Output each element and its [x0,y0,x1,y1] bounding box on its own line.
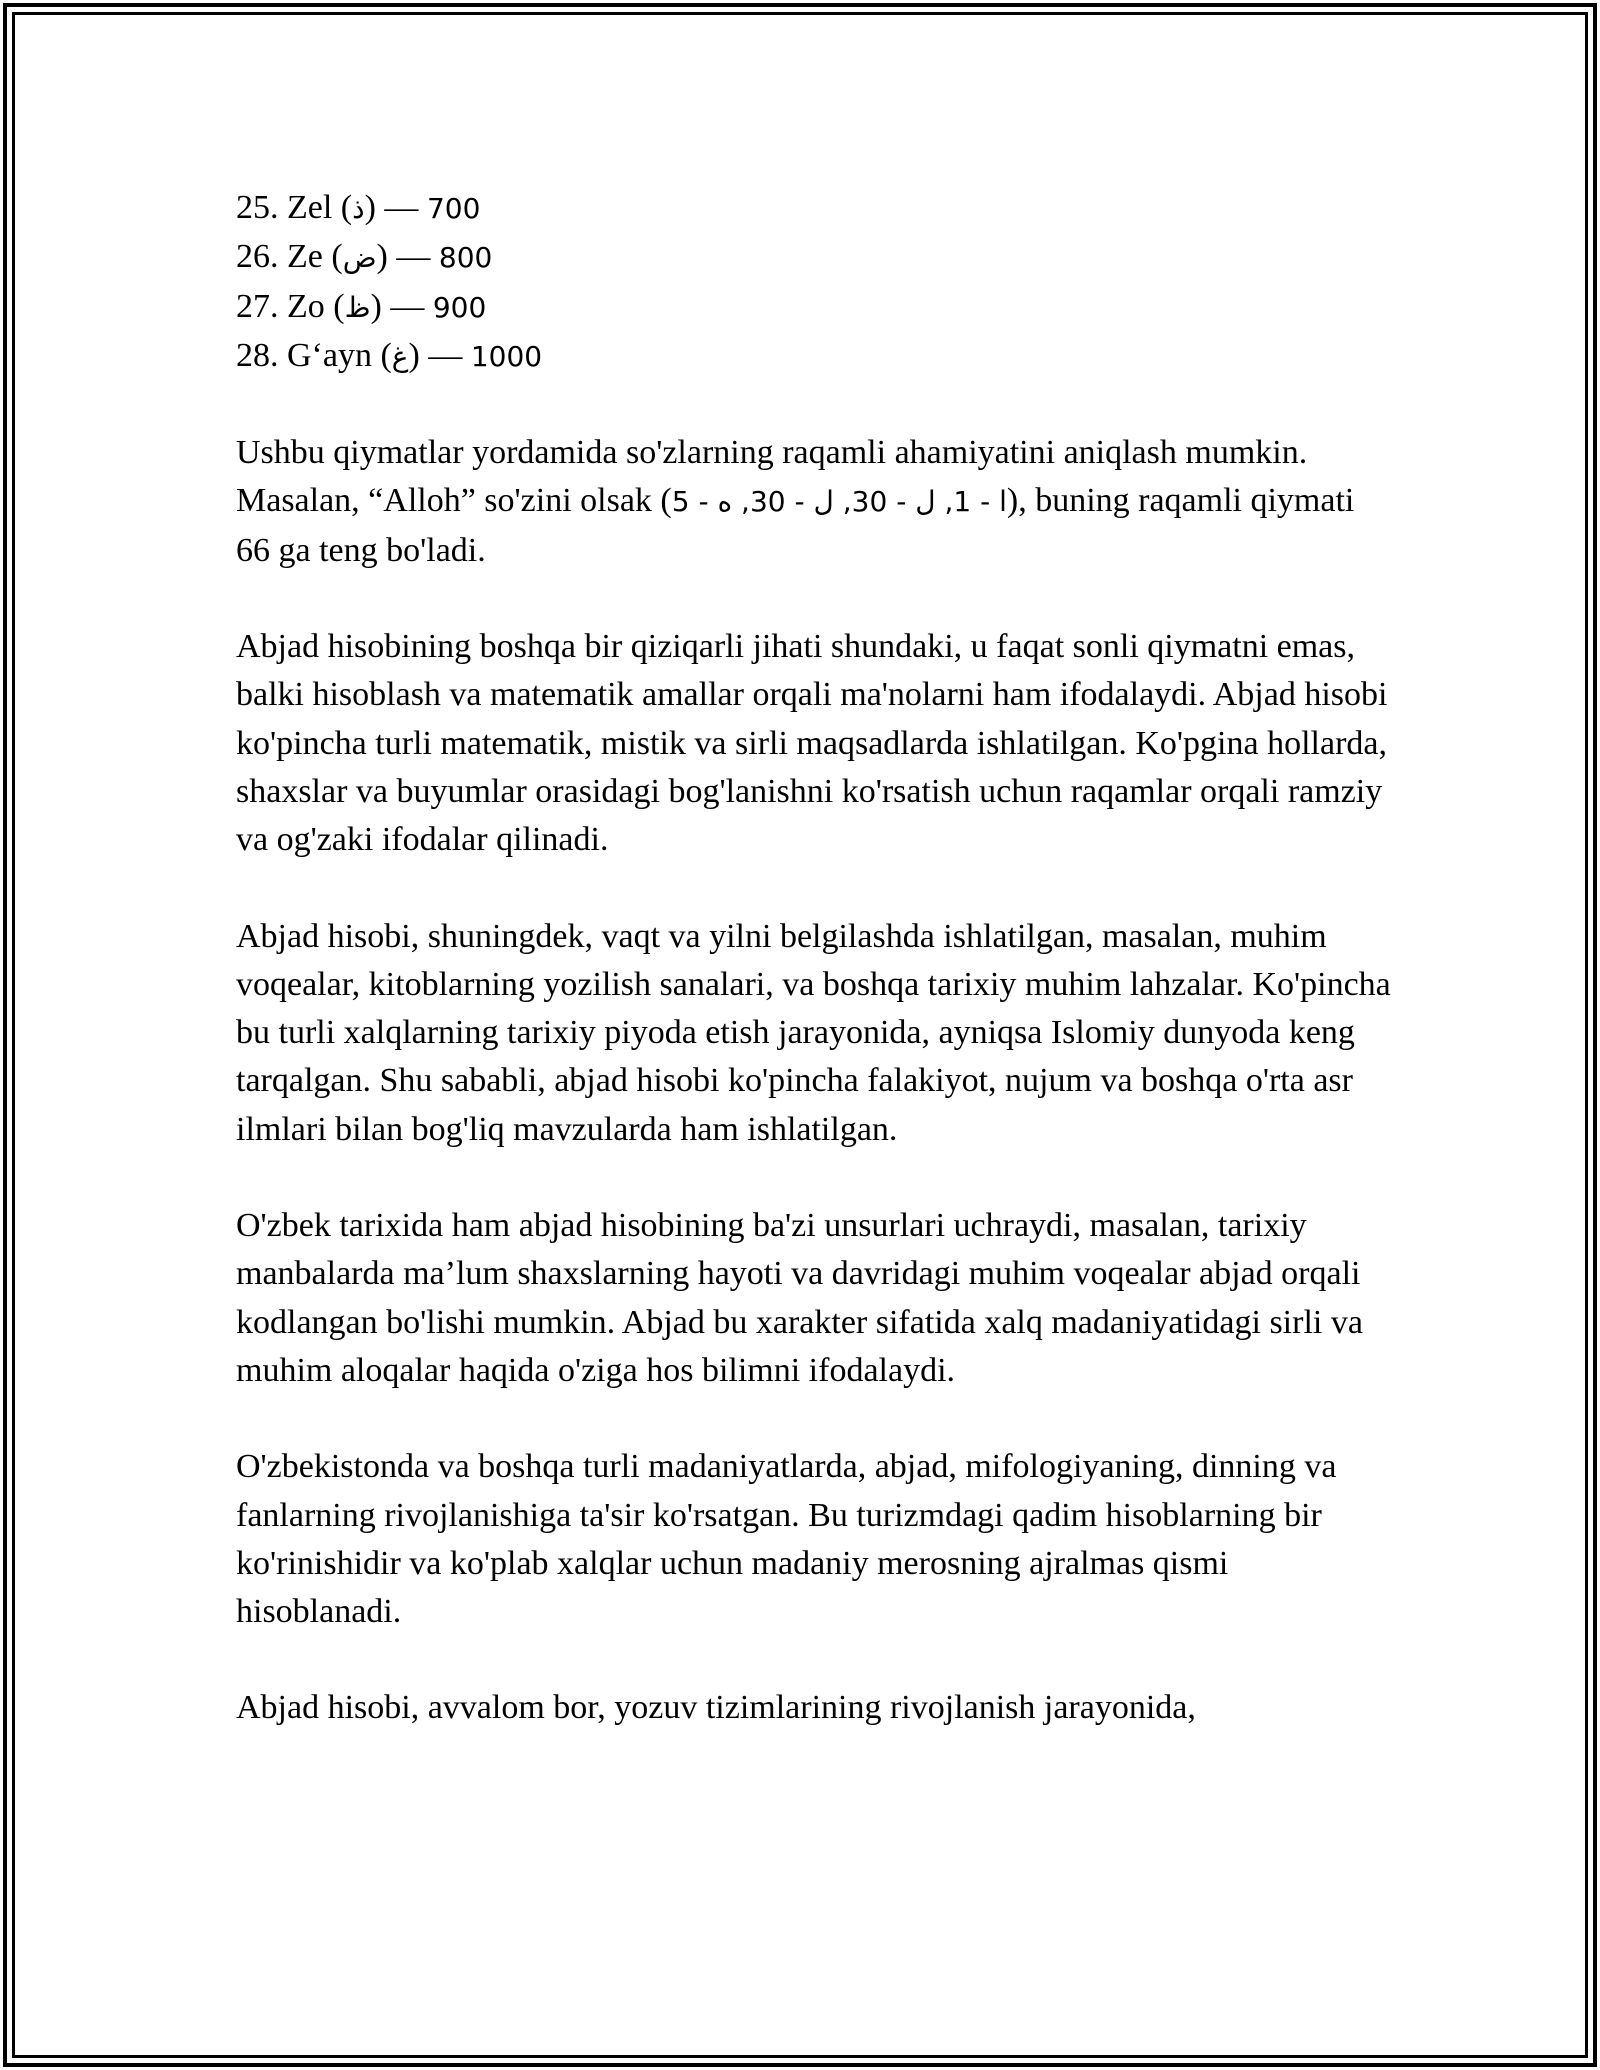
list-item-dash: ) — [408,336,471,374]
list-item-value: 900 [432,290,487,324]
list-item [236,184,1396,233]
list-item-dash: ) — [376,238,439,276]
list-item [236,233,1396,282]
arabic-letter: ض [342,241,377,275]
list-item-label: 26. Ze ( [236,238,343,276]
list-item [236,283,1396,332]
paragraph-uzbek-history: O'zbek tarixida ham abjad hisobining ba'zi unsurlari uchraydi, masalan, tarixiy manbalarda ma’lum shaxslarning hayoti va davridagi muhim voqealar abjad orqali kodlangan bo'lishi mumkin. Abjad bu xarakter sifatida xalq madaniyatidagi sirli va muhim aloqalar haqida o'ziga hos bilimni ifodalaydi. [236,1207,1363,1389]
arabic-letter: ذ [352,192,365,225]
paragraph-abjad-meaning: Abjad hisobining boshqa bir qiziqarli jihati shundaki, u faqat sonli qiymatni emas, balki hisoblash va matematik amallar orqali ma'nolarni ham ifodalaydi. Abjad hisobi ko'pincha turli matematik, mistik va sirli maqsadlarda ishlatilgan. Ko'pgina hollarda, shaxslar va buyumlar orasidagi bog'lanishni ko'rsatish uchun raqamlar orqali ramziy va og'zaki ifodalar qilinadi. [236,628,1388,859]
document-body [236,184,1396,1733]
list-item [236,332,1396,381]
list-item-value: 800 [438,241,493,275]
paragraph-cultural-heritage: O'zbekistonda va boshqa turli madaniyatlarda, abjad, mifologiyaning, dinning va fanlarning rivojlanishiga ta'sir ko'rsatgan. Bu turizmdagi qadim hisoblarning bir ko'rinishidir va ko'plab xalqlar uchun madaniy merosning ajralmas qismi hisoblanadi. [236,1448,1337,1631]
paragraph-text: ), buning raqamli qiymati 66 ga teng bo'ladi. [236,482,1355,569]
paragraph-alloh-example [236,429,1396,575]
list-item-label: 27. Zo ( [236,287,345,325]
arabic-letter: ظ [344,290,371,324]
paragraph-text: Ushbu qiymatlar yordamida so'zlarning raqamli ahamiyatini aniqlash mumkin. Masalan, “Alloh” so'zini olsak ( [236,434,1308,520]
list-item-dash: ) — [370,287,433,325]
list-item-dash: ) — [364,189,427,226]
paragraph-abjad-dates: Abjad hisobi, shuningdek, vaqt va yilni belgilashda ishlatilgan, masalan, muhim voqealar, kitoblarning yozilish sanalari, va boshqa tarixiy muhim lahzalar. Ko'pincha bu turli xalqlarning tarixiy piyoda etish jarayonida, ayniqsa Islomiy dunyoda keng tarqalgan. Shu sababli, abjad hisobi ko'pincha falakiyot, nujum va boshqa o'rta asr ilmlari bilan bog'liq mavzularda ham ishlatilgan. [236,917,1391,1148]
arabic-inline-values: ا - 1, ل - 30, ل - 30, ه - 5 [671,485,1007,519]
paragraph-writing-systems: Abjad hisobi, avvalom bor, yozuv tizimlarining rivojlanish jarayonida, [236,1689,1196,1727]
letter-value-list [236,184,1396,381]
list-item-value: 1000 [470,339,543,373]
arabic-letter: غ [391,339,409,373]
list-item-label: 25. Zel ( [236,189,353,226]
list-item-label: 28. G‘ayn ( [236,336,392,374]
list-item-value: 700 [426,192,481,225]
